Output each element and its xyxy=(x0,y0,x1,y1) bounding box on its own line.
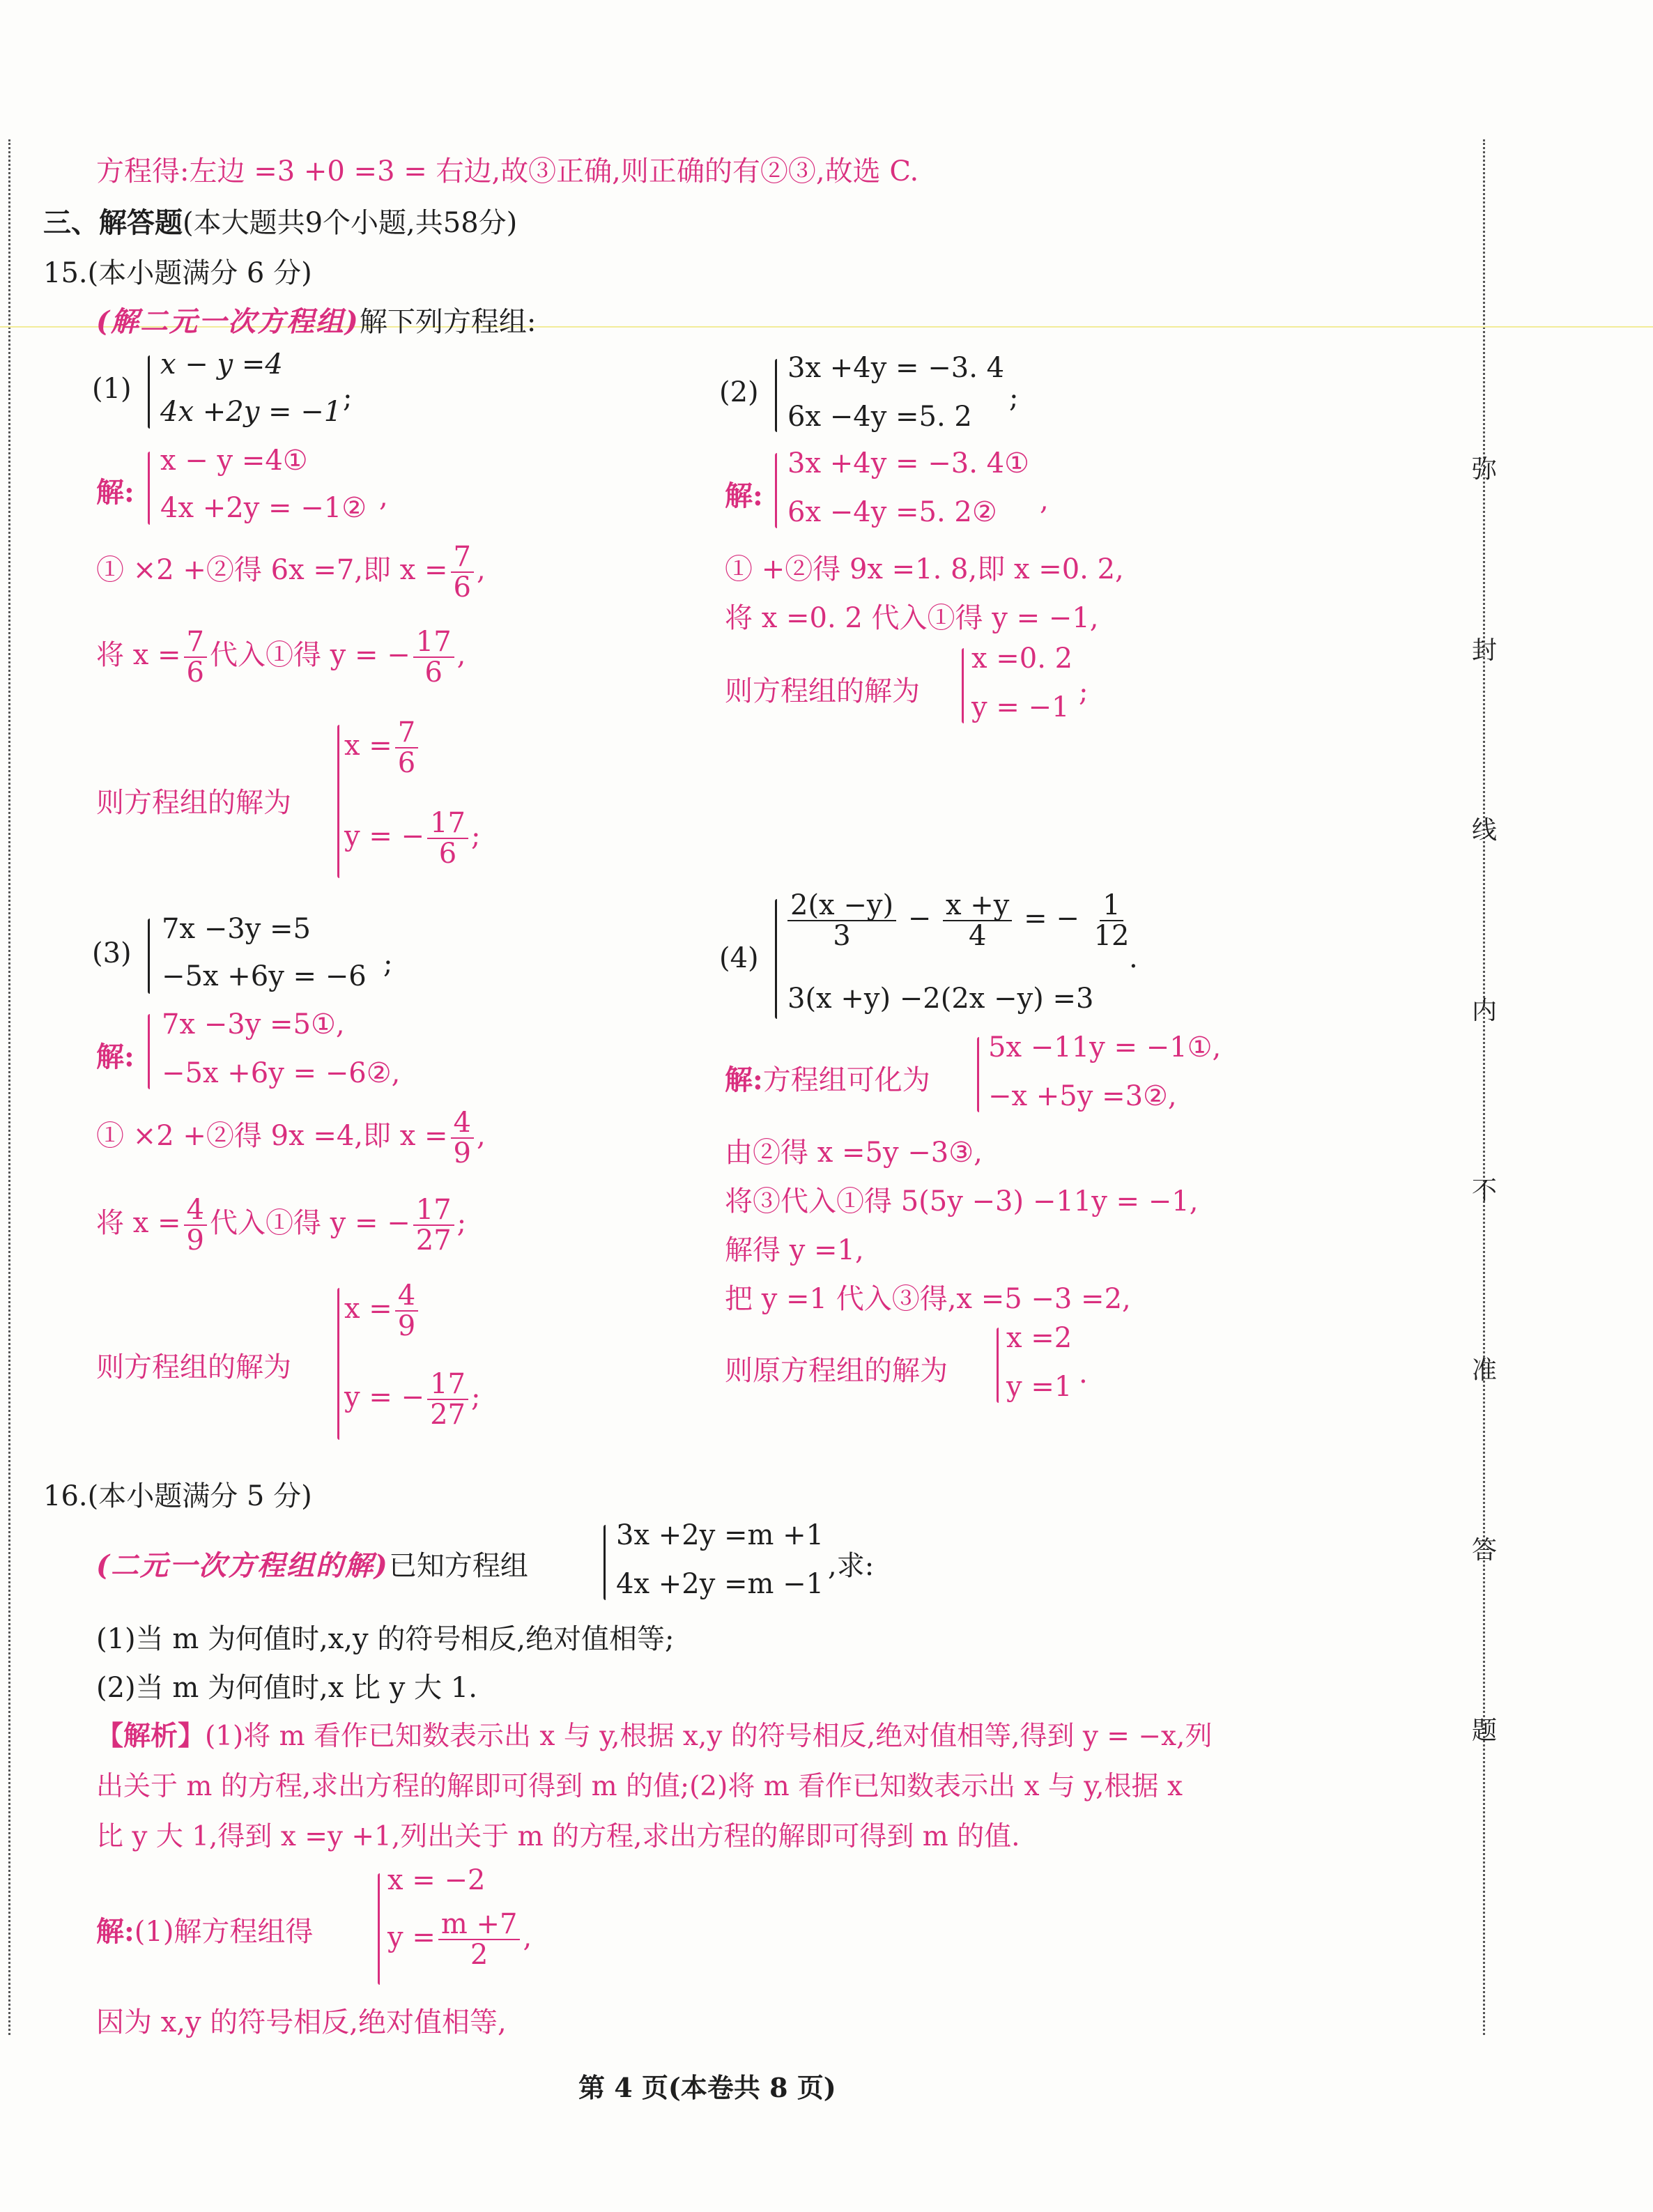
p1-sol-label: 解: xyxy=(96,476,134,509)
p2-eq2: 6x −4y =5. 2 xyxy=(787,401,972,433)
seal-line xyxy=(1483,139,1485,2035)
p3-step2-text-b: 代入①得 y = − xyxy=(209,1207,410,1239)
brace xyxy=(148,919,150,994)
p1-ans-y xyxy=(344,808,480,868)
numerator: 7 xyxy=(395,718,418,748)
seal-char: 线 xyxy=(1472,816,1498,845)
analysis-text-1: (1)将 m 看作已知数表示出 x 与 y,根据 x,y 的符号相反,绝对值相等,得到 y = −x,列 xyxy=(205,1721,1213,1752)
denominator: 9 xyxy=(453,1137,471,1169)
seal-char: 答 xyxy=(1472,1536,1498,1565)
numerator: 17 xyxy=(413,627,454,658)
p2-step2: 将 x =0. 2 代入①得 y = −1, xyxy=(725,602,1099,634)
q16-sub2: (2)当 m 为何值时,x 比 y 大 1. xyxy=(96,1672,477,1704)
brace xyxy=(337,1288,339,1440)
q16-last-line: 因为 x,y 的符号相反,绝对值相等, xyxy=(96,2006,507,2038)
p3-step2-text-a: 将 x = xyxy=(96,1207,181,1239)
p4-sol-text: 方程组可化为 xyxy=(762,1064,930,1096)
p3-ans-end: ; xyxy=(470,1381,481,1413)
q16-sol xyxy=(96,1910,313,1949)
fraction xyxy=(184,627,207,687)
equals-sign: = − xyxy=(1024,903,1079,935)
numerator: m +7 xyxy=(438,1910,521,1940)
fraction xyxy=(451,1108,474,1168)
denominator: 6 xyxy=(453,571,471,604)
fraction xyxy=(787,891,896,951)
p3-ans-y-text: y = − xyxy=(344,1381,425,1413)
p4-s-eq2: −x +5y =3②, xyxy=(988,1080,1177,1112)
q15-tag: (解二元一次方程组) xyxy=(96,305,360,338)
brace xyxy=(775,359,777,432)
seal-char: 封 xyxy=(1472,636,1498,665)
brace xyxy=(977,1037,979,1112)
p1-step2 xyxy=(96,627,466,687)
p4-step3: 解得 y =1, xyxy=(725,1234,864,1266)
denominator: 9 xyxy=(397,1310,416,1342)
p3-ans-label: 则方程组的解为 xyxy=(96,1351,291,1383)
p3-step2-end: ; xyxy=(456,1207,467,1239)
p2-label: (2) xyxy=(719,376,759,408)
fraction xyxy=(413,627,454,687)
numerator: 7 xyxy=(184,627,207,658)
p1-end: ; xyxy=(343,382,353,414)
p2-eq1: 3x +4y = −3. 4 xyxy=(787,352,1005,384)
brace xyxy=(148,1014,150,1089)
p1-s-eq2: 4x +2y = −1② xyxy=(160,492,367,524)
denominator: 9 xyxy=(186,1224,204,1257)
fraction xyxy=(427,808,468,868)
p3-ans-x-text: x = xyxy=(344,1293,392,1325)
numerator: 7 xyxy=(451,542,474,573)
q16-prompt: 已知方程组 xyxy=(388,1550,528,1582)
q16-header: 16.(本小题满分 5 分) xyxy=(43,1480,312,1512)
numerator: 17 xyxy=(427,808,468,839)
brace xyxy=(997,1328,999,1403)
denominator: 2 xyxy=(470,1939,489,1971)
p1-ans-x-text: x = xyxy=(344,730,392,762)
p1-ans-end: ; xyxy=(470,820,481,852)
p4-sol xyxy=(725,1058,930,1098)
p4-eq1 xyxy=(785,891,1135,951)
p1-s-eq1: x − y =4① xyxy=(160,445,308,477)
p1-ans-y-text: y = − xyxy=(344,820,425,852)
fraction xyxy=(413,1195,454,1255)
seal-char: 内 xyxy=(1472,997,1498,1025)
seal-char: 不 xyxy=(1472,1176,1498,1205)
page-footer: 第 4 页(本卷共 8 页) xyxy=(578,2072,836,2103)
p4-eq2: 3(x +y) −2(2x −y) =3 xyxy=(787,983,1094,1015)
brace xyxy=(378,1873,380,1985)
q16-analysis-line2: 出关于 m 的方程,求出方程的解即可得到 m 的值;(2)将 m 看作已知数表示出 x 与 y,根据 x xyxy=(96,1771,1183,1802)
q16-s-end: , xyxy=(523,1921,532,1953)
seal-char: 题 xyxy=(1472,1716,1498,1745)
q16-s-y-text: y = xyxy=(387,1921,436,1953)
p4-step4: 把 y =1 代入③得,x =5 −3 =2, xyxy=(725,1283,1131,1315)
p4-s-eq1: 5x −11y = −1①, xyxy=(988,1031,1222,1063)
fraction xyxy=(943,891,1012,951)
p2-ans-end: ; xyxy=(1079,676,1089,708)
analysis-label: 【解析】 xyxy=(96,1720,206,1752)
p3-s-eq1: 7x −3y =5①, xyxy=(162,1008,345,1040)
p4-label: (4) xyxy=(719,942,759,974)
brace xyxy=(148,452,150,525)
numerator: 17 xyxy=(427,1369,468,1400)
p4-ans-label: 则原方程组的解为 xyxy=(725,1355,948,1387)
p2-step1: ① +②得 9x =1. 8,即 x =0. 2, xyxy=(725,553,1124,585)
p2-sol-label: 解: xyxy=(725,479,763,512)
denominator: 3 xyxy=(833,920,851,952)
denominator: 27 xyxy=(430,1399,466,1431)
numerator: 4 xyxy=(451,1108,474,1139)
numerator: 4 xyxy=(184,1195,207,1226)
p4-sol-label: 解: xyxy=(725,1063,763,1096)
q16-sub1: (1)当 m 为何值时,x,y 的符号相反,绝对值相等; xyxy=(96,1623,675,1655)
minus-sign: − xyxy=(907,903,932,935)
p1-ans-label: 则方程组的解为 xyxy=(96,787,291,819)
p3-s-eq2: −5x +6y = −6②, xyxy=(162,1057,401,1089)
p2-ans-label: 则方程组的解为 xyxy=(725,675,920,707)
q16-s-y xyxy=(387,1910,532,1969)
p4-ans-x: x =2 xyxy=(1006,1322,1072,1354)
p2-s-end: , xyxy=(1040,484,1049,516)
q16-prompt-line xyxy=(96,1544,528,1583)
q16-eq1: 3x +2y =m +1 xyxy=(616,1519,824,1551)
numerator: x +y xyxy=(943,891,1012,921)
q16-prompt-end: ,求: xyxy=(828,1550,875,1582)
p1-label: (1) xyxy=(92,373,132,405)
denominator: 12 xyxy=(1093,920,1130,952)
left-margin-line xyxy=(8,139,10,2035)
q15-header: 15.(本小题满分 6 分) xyxy=(43,257,312,289)
denominator: 27 xyxy=(415,1224,452,1257)
fraction xyxy=(438,1910,521,1969)
numerator: 2(x −y) xyxy=(787,891,896,921)
p4-ans-end: . xyxy=(1079,1358,1088,1390)
p4-step2: 将③代入①得 5(5y −3) −11y = −1, xyxy=(725,1185,1199,1218)
numerator: 17 xyxy=(413,1195,454,1226)
p2-s-eq2: 6x −4y =5. 2② xyxy=(787,496,997,528)
seal-char: 弥 xyxy=(1472,455,1498,484)
fraction xyxy=(451,542,474,602)
p4-end: . xyxy=(1129,942,1138,974)
fraction xyxy=(184,1195,207,1255)
denominator: 6 xyxy=(438,838,457,870)
denominator: 6 xyxy=(186,656,204,689)
numerator: 4 xyxy=(395,1281,418,1312)
p1-step1-text: ① ×2 +②得 6x =7,即 x = xyxy=(96,554,448,586)
section-note: (本大题共9个小题,共58分) xyxy=(183,207,518,239)
p2-end: ; xyxy=(1009,382,1019,414)
p1-ans-x xyxy=(344,718,421,778)
continuation-text: 方程得:左边 =3 +0 =3 = 右边,故③正确,则正确的有②③,故选 C. xyxy=(96,155,919,187)
p1-step1-end: , xyxy=(476,554,486,586)
fraction xyxy=(395,718,418,778)
q16-sol-label: 解: xyxy=(96,1915,134,1948)
brace xyxy=(775,453,777,528)
p1-step2-text-b: 代入①得 y = − xyxy=(209,639,410,671)
p3-step1-end: , xyxy=(476,1120,486,1152)
p3-sol-label: 解: xyxy=(96,1040,134,1073)
p1-eq2: 4x +2y = −1 xyxy=(160,396,342,428)
q16-analysis-line3: 比 y 大 1,得到 x =y +1,列出关于 m 的方程,求出方程的解即可得到 m 的值. xyxy=(96,1821,1020,1852)
q15-prompt-line xyxy=(96,300,536,339)
p1-eq1: x − y =4 xyxy=(160,348,283,381)
p3-label: (3) xyxy=(92,937,132,969)
denominator: 6 xyxy=(397,747,416,779)
p2-ans-y: y = −1 xyxy=(971,691,1070,723)
q16-s-x: x = −2 xyxy=(387,1864,486,1896)
p3-step2 xyxy=(96,1195,466,1255)
q16-sol-text: (1)解方程组得 xyxy=(134,1916,314,1948)
p3-step1 xyxy=(96,1108,486,1168)
p3-ans-x xyxy=(344,1281,421,1341)
q16-eq2: 4x +2y =m −1 xyxy=(616,1568,824,1600)
p3-step1-text: ① ×2 +②得 9x =4,即 x = xyxy=(96,1120,448,1152)
p4-step1: 由②得 x =5y −3③, xyxy=(725,1137,983,1169)
brace xyxy=(962,648,964,723)
p2-ans-x: x =0. 2 xyxy=(971,643,1073,675)
p2-s-eq1: 3x +4y = −3. 4① xyxy=(787,447,1029,479)
p1-step2-text-a: 将 x = xyxy=(96,639,181,671)
p4-ans-y: y =1 xyxy=(1006,1371,1072,1403)
q16-analysis-line1 xyxy=(96,1714,1212,1753)
p1-step2-end: , xyxy=(456,639,466,671)
brace xyxy=(337,725,339,878)
fraction xyxy=(1091,891,1132,951)
denominator: 6 xyxy=(424,656,443,689)
fraction xyxy=(395,1281,418,1341)
brace xyxy=(148,355,150,429)
denominator: 4 xyxy=(968,920,987,952)
numerator: 1 xyxy=(1100,891,1123,921)
brace xyxy=(603,1525,606,1600)
p1-s-end: , xyxy=(379,481,388,513)
fraction xyxy=(427,1369,468,1429)
section-title: 三、解答题 xyxy=(43,206,183,239)
p3-ans-y xyxy=(344,1369,480,1429)
seal-char: 准 xyxy=(1472,1356,1498,1385)
brace xyxy=(775,899,777,1019)
q15-prompt: 解下列方程组: xyxy=(359,306,537,338)
p3-eq1: 7x −3y =5 xyxy=(162,913,311,945)
q16-tag: (二元一次方程组的解) xyxy=(96,1549,389,1582)
section-heading xyxy=(43,201,517,240)
p3-end: ; xyxy=(383,948,393,980)
p3-eq2: −5x +6y = −6 xyxy=(162,960,367,992)
p1-step1 xyxy=(96,542,486,602)
